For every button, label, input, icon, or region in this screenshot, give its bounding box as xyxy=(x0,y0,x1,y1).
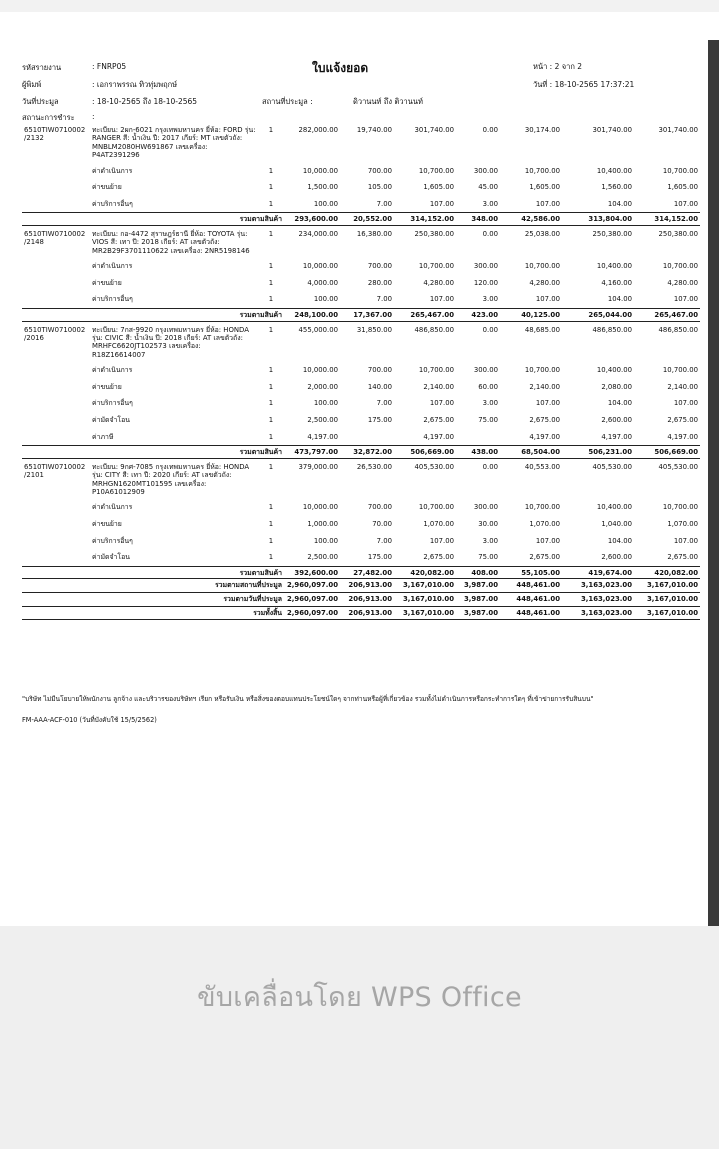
form-number: FM-AAA-ACF-010 (วันที่บังคับใช้ 15/5/2562) xyxy=(22,716,157,724)
fee-row xyxy=(22,516,700,533)
page-number: หน้า : 2 จาก 2 xyxy=(533,62,583,71)
contract-row xyxy=(22,122,700,163)
fee-row xyxy=(22,499,700,516)
amount-cell: 250,380.00 xyxy=(658,230,698,238)
amount-cell: 10,700.00 xyxy=(418,166,454,175)
amount-cell: 3.00 xyxy=(482,295,498,304)
empty-cell xyxy=(22,196,90,213)
amount-cell: 10,700.00 xyxy=(524,366,560,375)
amount-cell: 30,174.00 xyxy=(524,126,560,134)
amount-cell: 700.00 xyxy=(367,166,392,175)
subtotal-cell: 265,467.00 xyxy=(394,309,456,322)
empty-cell xyxy=(22,275,90,292)
amount-cell: 60.00 xyxy=(478,382,498,391)
amount-cell: 48,685.00 xyxy=(524,325,560,334)
subtotal-row xyxy=(22,309,700,322)
subtotal-cell: 438.00 xyxy=(456,446,500,459)
amount-cell: 7.00 xyxy=(376,199,392,208)
amount-cell: 10,700.00 xyxy=(418,262,454,271)
amount-cell: 10,700.00 xyxy=(418,366,454,375)
grand-total-cell: 448,461.00 xyxy=(500,606,562,620)
grand-total-cell: 448,461.00 xyxy=(500,579,562,593)
amount-cell: 107.00 xyxy=(535,399,560,408)
grand-total-cell: 2,960,097.00 xyxy=(284,606,340,620)
quantity: 1 xyxy=(268,325,274,334)
amount-cell: 75.00 xyxy=(478,416,498,424)
wps-watermark: ขับเคลื่อนโดย WPS Office xyxy=(197,982,522,1013)
amount-cell: 7.00 xyxy=(376,295,392,304)
contract-row xyxy=(22,321,700,362)
amount-cell: 10,400.00 xyxy=(596,503,632,512)
fee-name: ค่าดำเนินการ xyxy=(92,262,133,271)
quantity: 1 xyxy=(268,262,274,271)
amount-cell: 2,500.00 xyxy=(307,553,338,562)
grand-total-row xyxy=(22,579,700,593)
subtotal-label: รวมตามสินค้า xyxy=(90,566,284,579)
amount-cell: 10,700.00 xyxy=(524,503,560,512)
amount-cell: 104.00 xyxy=(607,199,632,208)
payment-status: : xyxy=(92,112,95,121)
empty-cell xyxy=(22,446,90,459)
amount-cell: 1,070.00 xyxy=(423,520,454,528)
subtotal-cell: 313,804.00 xyxy=(562,213,634,226)
quantity: 1 xyxy=(268,399,274,408)
amount-cell: 4,000.00 xyxy=(307,278,338,287)
fee-name: ค่าขนย้าย xyxy=(92,183,122,192)
amount-cell: 10,700.00 xyxy=(662,503,698,512)
meeting-date: : 18-10-2565 ถึง 18-10-2565 xyxy=(92,97,198,106)
vehicle-description: ทะเบียน: 9กศ-7085 กรุงเทพมหานคร ยี่ห้อ: HONDA รุ่น: CITY สี: เทา ปี: 2020 เกียร์: AT เลขตัวถัง: MRHGN1620MT101595 เลขเครื่อง: P10A61012909 xyxy=(92,462,250,496)
grand-total-row xyxy=(22,592,700,606)
amount-cell: 120.00 xyxy=(473,278,498,287)
fee-name: ค่าขนย้าย xyxy=(92,278,122,287)
subtotal-cell: 506,231.00 xyxy=(562,446,634,459)
contract-number: 6510TIW0710002 /2148 xyxy=(24,230,86,247)
amount-cell: 7.00 xyxy=(376,399,392,408)
grand-total-cell: 3,987.00 xyxy=(456,579,500,593)
amount-cell: 700.00 xyxy=(367,503,392,512)
amount-cell: 10,700.00 xyxy=(418,503,454,512)
fee-row xyxy=(22,429,700,446)
empty-cell xyxy=(22,291,90,308)
subtotal-row xyxy=(22,566,700,579)
quantity: 1 xyxy=(268,553,274,562)
subtotal-cell: 27,482.00 xyxy=(340,566,394,579)
amount-cell: 405,530.00 xyxy=(414,462,454,471)
amount-cell: 19,740.00 xyxy=(356,126,392,134)
amount-cell: 3.00 xyxy=(482,199,498,208)
grand-total-cell: 448,461.00 xyxy=(500,592,562,606)
amount-cell: 175.00 xyxy=(367,553,392,562)
grand-total-cell: 3,167,010.00 xyxy=(394,592,456,606)
grand-total-label: รวมทั้งสิ้น xyxy=(90,606,284,620)
empty-cell xyxy=(22,606,90,620)
fee-row xyxy=(22,291,700,308)
amount-cell: 10,700.00 xyxy=(524,166,560,175)
location-label: สถานที่ประมูล : xyxy=(262,97,313,106)
quantity: 1 xyxy=(268,278,274,287)
amount-cell: 10,700.00 xyxy=(662,262,698,271)
grand-total-cell: 3,167,010.00 xyxy=(394,606,456,620)
subtotal-cell: 20,552.00 xyxy=(340,213,394,226)
fee-name: ค่ามัดจำโอน xyxy=(92,416,130,424)
amount-cell: 1,605.00 xyxy=(529,183,560,192)
quantity: 1 xyxy=(268,520,274,528)
amount-cell: 4,160.00 xyxy=(601,278,632,287)
grand-total-cell: 3,987.00 xyxy=(456,592,500,606)
amount-cell: 75.00 xyxy=(478,553,498,562)
amount-cell xyxy=(456,429,500,446)
quantity: 1 xyxy=(268,503,274,512)
amount-cell: 10,000.00 xyxy=(302,166,338,175)
subtotal-cell: 392,600.00 xyxy=(284,566,340,579)
grand-total-cell: 2,960,097.00 xyxy=(284,579,340,593)
subtotal-row xyxy=(22,446,700,459)
quantity: 1 xyxy=(268,416,274,424)
amount-cell: 486,850.00 xyxy=(658,325,698,334)
amount-cell: 700.00 xyxy=(367,262,392,271)
amount-cell: 2,000.00 xyxy=(307,382,338,391)
empty-cell xyxy=(22,412,90,429)
disclaimer-note: "บริษัท ไม่มีนโยบายให้พนักงาน ลูกจ้าง และบริวารของบริษัทฯ เรียก หรือรับเงิน หรือสิ่งของตอบแทนประโยชน์ใดๆ จากท่านหรือผู้ที่เกี่ยวข้อง รวมทั้งไม่ดำเนินการหรือกระทำการใดๆ ที่เข้าข่ายการรับสินบน" xyxy=(22,695,594,703)
grand-total-cell: 206,913.00 xyxy=(340,579,394,593)
amount-cell: 2,675.00 xyxy=(667,553,698,562)
subtotal-cell: 248,100.00 xyxy=(284,309,340,322)
grand-total-cell: 2,960,097.00 xyxy=(284,592,340,606)
subtotal-row xyxy=(22,213,700,226)
amount-cell: 300.00 xyxy=(473,503,498,512)
quantity: 1 xyxy=(268,183,274,192)
amount-cell: 250,380.00 xyxy=(414,230,454,238)
empty-cell xyxy=(22,533,90,550)
amount-cell: 105.00 xyxy=(367,183,392,192)
viewer-scroll-edge[interactable] xyxy=(708,40,719,926)
amount-cell: 140.00 xyxy=(367,382,392,391)
empty-cell xyxy=(22,258,90,275)
amount-cell: 1,070.00 xyxy=(667,520,698,528)
empty-cell xyxy=(22,549,90,566)
amount-cell: 104.00 xyxy=(607,295,632,304)
amount-cell: 107.00 xyxy=(429,295,454,304)
amount-cell: 2,140.00 xyxy=(423,382,454,391)
grand-total-label: รวมตามวันที่ประมูล xyxy=(90,592,284,606)
amount-cell: 300.00 xyxy=(473,262,498,271)
amount-cell: 2,675.00 xyxy=(529,416,560,424)
amount-cell: 10,400.00 xyxy=(596,166,632,175)
amount-cell: 4,197.00 xyxy=(423,432,454,441)
fee-row xyxy=(22,395,700,412)
amount-cell: 26,530.00 xyxy=(356,462,392,471)
amount-cell: 486,850.00 xyxy=(414,325,454,334)
subtotal-cell: 314,152.00 xyxy=(634,213,700,226)
amount-cell: 107.00 xyxy=(673,295,698,304)
amount-cell: 405,530.00 xyxy=(658,462,698,471)
payment-status-label: สถานะการชำระ xyxy=(22,113,75,122)
amount-cell: 100.00 xyxy=(313,199,338,208)
amount-cell: 100.00 xyxy=(313,399,338,408)
amount-cell: 10,000.00 xyxy=(302,366,338,375)
empty-cell xyxy=(22,429,90,446)
viewer-top-bar xyxy=(0,0,719,12)
amount-cell: 107.00 xyxy=(673,399,698,408)
amount-cell: 405,530.00 xyxy=(592,462,632,471)
amount-cell: 31,850.00 xyxy=(356,325,392,334)
subtotal-cell: 420,082.00 xyxy=(634,566,700,579)
amount-cell: 2,080.00 xyxy=(601,382,632,391)
amount-cell: 0.00 xyxy=(482,126,498,134)
amount-cell: 10,000.00 xyxy=(302,262,338,271)
quantity: 1 xyxy=(268,432,274,441)
fee-row xyxy=(22,258,700,275)
fee-row xyxy=(22,362,700,379)
amount-cell: 107.00 xyxy=(429,536,454,545)
amount-cell: 300.00 xyxy=(473,366,498,375)
amount-cell xyxy=(340,429,394,446)
amount-cell: 10,000.00 xyxy=(302,503,338,512)
amount-cell: 4,280.00 xyxy=(423,278,454,287)
subtotal-cell: 506,669.00 xyxy=(394,446,456,459)
quantity: 1 xyxy=(268,536,274,545)
contract-number: 6510TIW0710002 /2101 xyxy=(24,462,86,480)
statement-table xyxy=(22,122,700,620)
grand-total-cell: 3,163,023.00 xyxy=(562,606,634,620)
grand-total-cell: 3,987.00 xyxy=(456,606,500,620)
report-code: : FNRP05 xyxy=(92,62,127,71)
amount-cell: 10,700.00 xyxy=(662,166,698,175)
empty-cell xyxy=(22,499,90,516)
amount-cell: 107.00 xyxy=(429,399,454,408)
fee-name: ค่าขนย้าย xyxy=(92,382,122,391)
grand-total-cell: 3,163,023.00 xyxy=(562,579,634,593)
quantity: 1 xyxy=(268,230,274,238)
printed-by: : เอกราพรรณ ทิวทุ่มพฤกษ์ xyxy=(92,80,178,89)
amount-cell: 1,070.00 xyxy=(529,520,560,528)
subtotal-cell: 348.00 xyxy=(456,213,500,226)
subtotal-cell: 17,367.00 xyxy=(340,309,394,322)
amount-cell: 4,280.00 xyxy=(529,278,560,287)
grand-total-cell: 206,913.00 xyxy=(340,592,394,606)
amount-cell: 700.00 xyxy=(367,366,392,375)
amount-cell: 2,675.00 xyxy=(423,416,454,424)
amount-cell: 1,605.00 xyxy=(667,183,698,192)
amount-cell: 1,040.00 xyxy=(601,520,632,528)
grand-total-row xyxy=(22,606,700,620)
subtotal-cell: 419,674.00 xyxy=(562,566,634,579)
empty-cell xyxy=(22,566,90,579)
fee-name: ค่ามัดจำโอน xyxy=(92,553,130,562)
amount-cell: 250,380.00 xyxy=(592,230,632,238)
quantity: 1 xyxy=(268,126,274,134)
amount-cell: 100.00 xyxy=(313,295,338,304)
amount-cell: 40,553.00 xyxy=(524,462,560,471)
quantity: 1 xyxy=(268,462,274,471)
empty-cell xyxy=(22,379,90,396)
amount-cell: 4,197.00 xyxy=(667,432,698,441)
amount-cell: 2,140.00 xyxy=(529,382,560,391)
empty-cell xyxy=(22,309,90,322)
subtotal-cell: 265,044.00 xyxy=(562,309,634,322)
quantity: 1 xyxy=(268,199,274,208)
quantity: 1 xyxy=(268,366,274,375)
fee-row xyxy=(22,379,700,396)
subtotal-cell: 473,797.00 xyxy=(284,446,340,459)
amount-cell: 70.00 xyxy=(372,520,392,528)
empty-cell xyxy=(22,213,90,226)
empty-cell xyxy=(22,362,90,379)
amount-cell: 107.00 xyxy=(535,536,560,545)
amount-cell: 7.00 xyxy=(376,536,392,545)
fee-name: ค่าบริการอื่นๆ xyxy=(92,295,133,304)
amount-cell: 2,500.00 xyxy=(307,416,338,424)
subtotal-cell: 420,082.00 xyxy=(394,566,456,579)
amount-cell: 0.00 xyxy=(482,325,498,334)
grand-total-label: รวมตามสถานที่ประมูล xyxy=(90,579,284,593)
subtotal-label: รวมตามสินค้า xyxy=(90,309,284,322)
contract-row xyxy=(22,458,700,499)
fee-row xyxy=(22,179,700,196)
amount-cell: 2,675.00 xyxy=(529,553,560,562)
amount-cell: 10,400.00 xyxy=(596,262,632,271)
empty-cell xyxy=(22,179,90,196)
amount-cell: 107.00 xyxy=(535,199,560,208)
quantity: 1 xyxy=(268,166,274,175)
grand-total-cell: 3,167,010.00 xyxy=(634,606,700,620)
amount-cell: 301,740.00 xyxy=(414,126,454,134)
vehicle-description: ทะเบียน: 2ผก-6021 กรุงเทพมหานคร ยี่ห้อ: FORD รุ่น: RANGER สี: น้ำเงิน ปี: 2017 เกียร์: MT เลขตัวถัง: MNBLM2080HW691867 เลขเครื่อง: P4AT2391296 xyxy=(92,126,256,160)
fee-name: ค่าบริการอื่นๆ xyxy=(92,399,133,408)
amount-cell: 107.00 xyxy=(673,536,698,545)
fee-row xyxy=(22,533,700,550)
amount-cell: 2,600.00 xyxy=(601,553,632,562)
fee-name: ค่าขนย้าย xyxy=(92,520,122,528)
amount-cell: 4,197.00 xyxy=(307,432,338,441)
subtotal-cell: 68,504.00 xyxy=(500,446,562,459)
grand-total-cell: 3,167,010.00 xyxy=(394,579,456,593)
amount-cell: 1,560.00 xyxy=(601,183,632,192)
contract-row xyxy=(22,226,700,259)
grand-total-cell: 206,913.00 xyxy=(340,606,394,620)
amount-cell: 45.00 xyxy=(478,183,498,192)
subtotal-cell: 265,467.00 xyxy=(634,309,700,322)
fee-row xyxy=(22,549,700,566)
amount-cell: 234,000.00 xyxy=(298,230,338,238)
amount-cell: 2,675.00 xyxy=(667,416,698,424)
amount-cell: 4,280.00 xyxy=(667,278,698,287)
amount-cell: 486,850.00 xyxy=(592,325,632,334)
subtotal-cell: 42,586.00 xyxy=(500,213,562,226)
amount-cell: 104.00 xyxy=(607,536,632,545)
subtotal-cell: 293,600.00 xyxy=(284,213,340,226)
amount-cell: 455,000.00 xyxy=(298,325,338,334)
amount-cell: 2,600.00 xyxy=(601,416,632,424)
contract-number: 6510TIW0710002 /2132 xyxy=(24,126,86,143)
fee-row xyxy=(22,163,700,180)
vehicle-description: ทะเบียน: กอ-4472 สุราษฎร์ธานี ยี่ห้อ: TOYOTA รุ่น: VIOS สี: เทา ปี: 2018 เกียร์: AT เลขตัวถัง: MR2B29F3701110622 เลขเครื่อง: 2NR5198146 xyxy=(92,230,250,255)
empty-cell xyxy=(22,163,90,180)
amount-cell: 1,000.00 xyxy=(307,520,338,528)
quantity: 1 xyxy=(268,382,274,391)
amount-cell: 100.00 xyxy=(313,536,338,545)
grand-total-cell: 3,167,010.00 xyxy=(634,592,700,606)
contract-number: 6510TIW0710002 /2016 xyxy=(24,325,86,342)
amount-cell: 0.00 xyxy=(482,230,498,238)
fee-name: ค่าบริการอื่นๆ xyxy=(92,536,133,545)
amount-cell: 3.00 xyxy=(482,399,498,408)
subtotal-cell: 32,872.00 xyxy=(340,446,394,459)
amount-cell: 107.00 xyxy=(429,199,454,208)
amount-cell: 1,500.00 xyxy=(307,183,338,192)
fee-name: ค่าดำเนินการ xyxy=(92,166,133,175)
printed-by-label: ผู้พิมพ์ xyxy=(22,80,42,89)
fee-row xyxy=(22,412,700,429)
amount-cell: 107.00 xyxy=(673,199,698,208)
report-code-label: รหัสรายงาน xyxy=(22,63,62,72)
fee-name: ค่าดำเนินการ xyxy=(92,366,133,375)
fee-row xyxy=(22,275,700,292)
quantity: 1 xyxy=(268,295,274,304)
page-title: ใบแจ้งยอด xyxy=(312,61,369,75)
subtotal-cell: 506,669.00 xyxy=(634,446,700,459)
viewer-footer xyxy=(0,926,719,1149)
amount-cell: 10,700.00 xyxy=(524,262,560,271)
amount-cell: 379,000.00 xyxy=(298,462,338,471)
amount-cell: 2,675.00 xyxy=(423,553,454,562)
fee-name: ค่าดำเนินการ xyxy=(92,503,133,512)
amount-cell: 4,197.00 xyxy=(601,432,632,441)
amount-cell: 107.00 xyxy=(535,295,560,304)
amount-cell: 25,038.00 xyxy=(524,230,560,238)
fee-name: ค่าบริการอื่นๆ xyxy=(92,199,133,208)
subtotal-cell: 40,125.00 xyxy=(500,309,562,322)
meeting-date-label: วันที่ประมูล xyxy=(22,97,59,106)
amount-cell: 4,197.00 xyxy=(529,432,560,441)
empty-cell xyxy=(22,516,90,533)
fee-row xyxy=(22,196,700,213)
subtotal-cell: 55,105.00 xyxy=(500,566,562,579)
amount-cell: 16,380.00 xyxy=(356,230,392,238)
amount-cell: 280.00 xyxy=(367,278,392,287)
amount-cell: 300.00 xyxy=(473,166,498,175)
amount-cell: 104.00 xyxy=(607,399,632,408)
amount-cell: 30.00 xyxy=(478,520,498,528)
amount-cell: 10,700.00 xyxy=(662,366,698,375)
subtotal-label: รวมตามสินค้า xyxy=(90,446,284,459)
vehicle-description: ทะเบียน: 7กส-9920 กรุงเทพมหานคร ยี่ห้อ: HONDA รุ่น: CIVIC สี: น้ำเงิน ปี: 2018 เกียร์: AT เลขตัวถัง: MRHFC6620JT102573 เลขเครื่อง: R18Z16614007 xyxy=(92,325,249,359)
amount-cell: 301,740.00 xyxy=(592,126,632,134)
print-date: วันที่ : 18-10-2565 17:37:21 xyxy=(533,80,635,89)
amount-cell: 2,140.00 xyxy=(667,382,698,391)
empty-cell xyxy=(22,579,90,593)
amount-cell: 3.00 xyxy=(482,536,498,545)
location: ดิวานนท์ ถึง ติวานนท์ xyxy=(353,97,423,106)
subtotal-cell: 423.00 xyxy=(456,309,500,322)
subtotal-cell: 408.00 xyxy=(456,566,500,579)
amount-cell: 1,605.00 xyxy=(423,183,454,192)
amount-cell: 301,740.00 xyxy=(658,126,698,134)
amount-cell: 0.00 xyxy=(482,462,498,471)
amount-cell: 282,000.00 xyxy=(298,126,338,134)
subtotal-label: รวมตามสินค้า xyxy=(90,213,284,226)
grand-total-cell: 3,167,010.00 xyxy=(634,579,700,593)
subtotal-cell: 314,152.00 xyxy=(394,213,456,226)
grand-total-cell: 3,163,023.00 xyxy=(562,592,634,606)
fee-name: ค่าภาษี xyxy=(92,432,114,441)
empty-cell xyxy=(22,395,90,412)
empty-cell xyxy=(22,592,90,606)
amount-cell: 175.00 xyxy=(367,416,392,424)
amount-cell: 10,400.00 xyxy=(596,366,632,375)
